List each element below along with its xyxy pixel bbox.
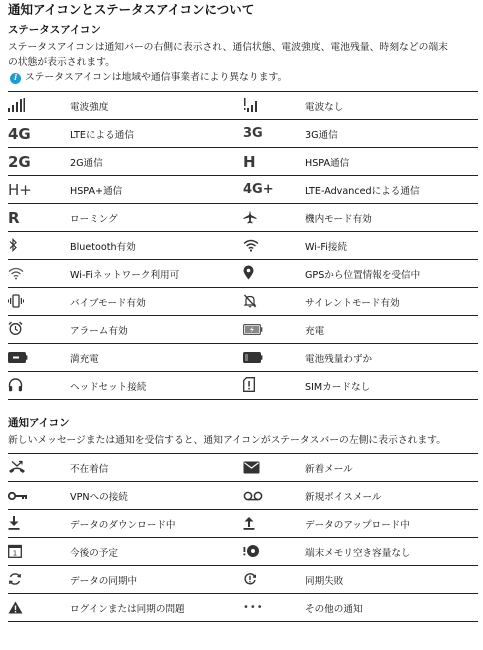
storage-full-icon	[243, 542, 269, 560]
table-cell-label: LTEによる通信	[70, 120, 243, 148]
calendar-icon	[8, 542, 34, 560]
vpn-key-icon	[8, 487, 34, 505]
hspa-icon: H	[243, 152, 256, 171]
voicemail-icon	[243, 487, 269, 505]
table-cell-label: 電波なし	[305, 92, 478, 120]
status-note	[8, 71, 477, 85]
table-row	[8, 482, 478, 510]
status-section-heading: ステータスアイコン	[8, 24, 101, 36]
table-cell-label: 同期失敗	[305, 566, 478, 594]
table-cell-label: 3G通信	[305, 120, 478, 148]
table-cell-label: Wi-Fiネットワーク利用可	[70, 260, 243, 288]
table-cell-label: HSPA通信	[305, 148, 478, 176]
hspa-plus-icon: H+	[8, 180, 32, 199]
signal-strength-icon	[8, 96, 34, 114]
table-cell-label: 不在着信	[70, 454, 243, 482]
table-cell-label: バイブモード有効	[70, 288, 243, 316]
table-cell-label: ログインまたは同期の問題	[70, 594, 243, 622]
bluetooth-icon	[8, 236, 34, 254]
status-description-line2: の状態が表示されます。	[8, 57, 115, 68]
download-icon	[8, 514, 34, 532]
sync-failed-icon	[243, 570, 269, 588]
table-cell-label: 端末メモリ空き容量なし	[305, 538, 478, 566]
vibrate-icon	[8, 292, 34, 310]
upload-icon	[243, 514, 269, 532]
2g-icon: 2G	[8, 152, 31, 171]
table-row	[8, 510, 478, 538]
3g-icon: 3G	[243, 125, 263, 141]
location-pin-icon	[243, 264, 269, 282]
table-cell-label: HSPA+通信	[70, 176, 243, 204]
alarm-icon	[8, 320, 34, 338]
notification-icon-table	[8, 453, 478, 622]
table-row	[8, 594, 478, 622]
table-cell-label: 今後の予定	[70, 538, 243, 566]
table-cell-label: サイレントモード有効	[305, 288, 478, 316]
table-row	[8, 538, 478, 566]
table-row	[8, 372, 478, 400]
table-cell-label: その他の通知	[305, 594, 478, 622]
table-cell-label: 電池残量わずか	[305, 344, 478, 372]
roaming-icon: R	[8, 208, 20, 227]
table-row	[8, 204, 478, 232]
table-row	[8, 316, 478, 344]
notification-description: 新しいメッセージまたは通知を受信すると、通知アイコンがステータスバーの左側に表示されます。	[8, 435, 447, 446]
4g-plus-icon: 4G+	[243, 181, 274, 197]
table-row	[8, 148, 478, 176]
headset-icon	[8, 376, 34, 394]
table-row	[8, 288, 478, 316]
table-row	[8, 92, 478, 120]
table-cell-label: 満充電	[70, 344, 243, 372]
calendar-day-glyph: 1	[12, 549, 18, 558]
table-cell-label: LTE-Advancedによる通信	[305, 176, 478, 204]
table-cell-label: アラーム有効	[70, 316, 243, 344]
table-cell-label: SIMカードなし	[305, 372, 478, 400]
status-description-line1: ステータスアイコンは通知バーの右側に表示され、通信状態、電波強度、電池残量、時刻などの端末	[8, 42, 448, 53]
table-row	[8, 566, 478, 594]
table-cell-label: データのアップロード中	[305, 510, 478, 538]
info-icon: i	[10, 73, 21, 84]
table-cell-label: データのダウンロード中	[70, 510, 243, 538]
wifi-icon	[243, 236, 269, 254]
table-cell-label: VPNへの接続	[70, 482, 243, 510]
page-title: 通知アイコンとステータスアイコンについて	[8, 2, 255, 17]
missed-call-icon	[8, 458, 34, 476]
no-signal-icon	[243, 96, 269, 114]
silent-icon	[243, 292, 269, 310]
wifi-available-icon	[8, 264, 34, 282]
status-note-text: ステータスアイコンは地域や通信事業者により異なります。	[25, 72, 288, 83]
4g-icon: 4G	[8, 124, 31, 143]
table-cell-label: 2G通信	[70, 148, 243, 176]
table-cell-label: Wi-Fi接続	[305, 232, 478, 260]
table-cell-label: 新着メール	[305, 454, 478, 482]
notification-section-heading: 通知アイコン	[8, 417, 70, 429]
table-cell-label: データの同期中	[70, 566, 243, 594]
table-row	[8, 344, 478, 372]
table-cell-label: ヘッドセット接続	[70, 372, 243, 400]
table-cell-label: GPSから位置情報を受信中	[305, 260, 478, 288]
airplane-icon	[243, 208, 269, 226]
battery-full-icon	[8, 349, 34, 367]
table-row	[8, 176, 478, 204]
table-row	[8, 232, 478, 260]
warning-icon	[8, 598, 34, 616]
table-cell-label: ローミング	[70, 204, 243, 232]
table-row	[8, 260, 478, 288]
sync-icon	[8, 570, 34, 588]
status-icon-table	[8, 91, 478, 400]
table-cell-label: 電波強度	[70, 92, 243, 120]
table-cell-label: 新規ボイスメール	[305, 482, 478, 510]
more-icon: •••	[243, 602, 264, 613]
table-row	[8, 454, 478, 482]
charging-icon	[243, 321, 269, 339]
table-cell-label: 充電	[305, 316, 478, 344]
table-cell-label: 機内モード有効	[305, 204, 478, 232]
new-mail-icon	[243, 458, 269, 476]
table-row	[8, 120, 478, 148]
battery-low-icon	[243, 349, 269, 367]
table-cell-label: Bluetooth有効	[70, 232, 243, 260]
no-sim-icon	[243, 376, 269, 394]
